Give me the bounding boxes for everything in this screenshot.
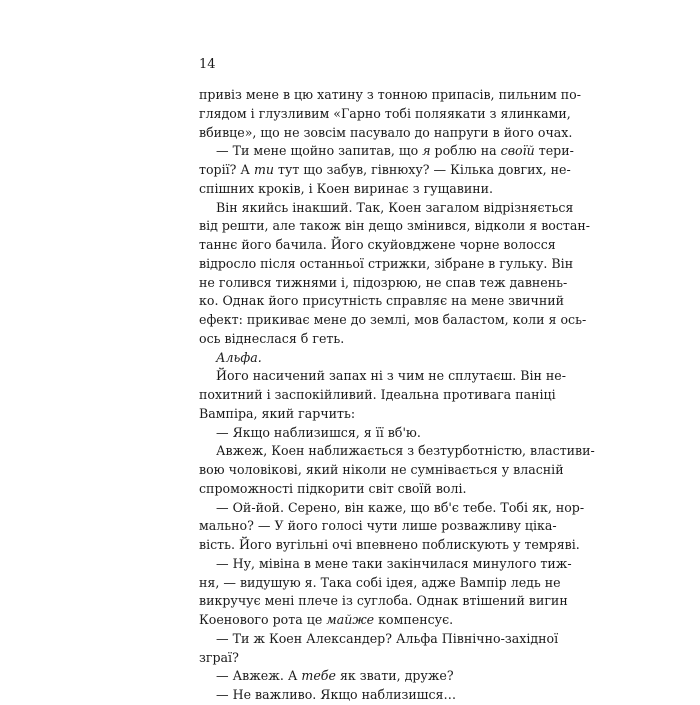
text-run: Авжеж, Коен наближається з безтурботністю, властиви-	[216, 443, 595, 459]
text-line	[199, 161, 571, 180]
text-run: вою чоловікові, який ніколи не сумнівається у власній	[199, 462, 564, 477]
text-run: ефект: прикиває мене до землі, мов баластом, коли я ось-	[199, 312, 587, 327]
text-run: тут що забув, гівнюху? — Кілька довгих, не-	[274, 162, 571, 177]
page-number: 14	[199, 57, 216, 72]
text-run: таннє його бачила. Його скуйовджене чорне волосся	[199, 237, 556, 252]
text-line	[199, 367, 566, 386]
text-line	[199, 667, 531, 686]
text-run: роблю на	[430, 143, 501, 159]
text-run: відросло після останньої стрижки, зібране в гульку. Він	[199, 255, 574, 271]
text-line	[199, 86, 582, 105]
text-run: не голився тижнями і, підозрюю, не спав теж давнень-	[199, 274, 568, 290]
text-run: привіз мене в цю хатину з тонною припасів, пильним по-	[199, 87, 582, 102]
text-line	[199, 555, 572, 574]
italic-text: ти	[253, 162, 275, 177]
text-run: глядом і глузливим «Гарно тобі поляякати з ялинками,	[199, 105, 571, 121]
italic-text: я	[422, 143, 431, 159]
text-run: мально? — У його голосі чути лише розважливу ціка-	[199, 518, 557, 534]
text-run: Він якийсь інакший. Так, Коен загалом відрізняється	[216, 199, 574, 215]
text-line	[199, 217, 591, 236]
text-line	[199, 292, 565, 311]
text-line	[199, 574, 561, 593]
text-run: Вампіра, який гарчить:	[199, 405, 356, 421]
text-line	[199, 124, 573, 143]
text-run: вість. Його вугільні очі впевнено поблискують у темряві.	[199, 537, 580, 552]
text-run: зграї?	[199, 649, 239, 665]
text-line	[199, 274, 568, 293]
text-run: — Ой-йой. Серено, він каже, що вб'є тебе. Тобі як, нор-	[216, 499, 585, 515]
text-run: спроможності підкорити світ своїй волі.	[199, 480, 467, 496]
text-run: ко. Однак його присутність справляє на мене звичний	[199, 293, 565, 309]
text-line	[199, 330, 531, 349]
italic-text: тебе	[301, 668, 336, 684]
text-line	[199, 142, 574, 161]
text-line	[199, 386, 556, 405]
text-line	[199, 649, 531, 668]
text-run: — Якщо наблизишся, я її вб'ю.	[216, 424, 421, 440]
text-line	[199, 611, 531, 630]
text-run: від решти, але також він дещо змінився, відколи я востан-	[199, 218, 591, 234]
body-text	[199, 86, 595, 705]
italic-text: майже	[326, 612, 375, 627]
text-run: похитний і заспокійливий. Ідеальна противага паніці	[199, 387, 556, 402]
text-line	[199, 517, 557, 536]
text-run: спішних кроків, і Коен виринає з гущавини.	[199, 180, 494, 196]
text-line	[199, 180, 531, 199]
text-line	[199, 349, 531, 368]
italic-text: Альфа.	[216, 349, 262, 365]
text-run: тери-	[534, 143, 574, 159]
text-run: вбивце», що не зовсім пасувало до напруги в його очах.	[199, 124, 573, 140]
text-run: — Ти ж Коен Александер? Альфа Північно-західної	[216, 630, 559, 646]
text-line	[199, 536, 580, 555]
text-run: торії? А	[199, 162, 254, 177]
text-line	[199, 311, 587, 330]
text-line	[199, 630, 559, 649]
text-run: — Авжеж. А	[216, 668, 302, 684]
text-line	[199, 255, 574, 274]
text-line	[199, 480, 531, 499]
text-run: Його насичений запах ні з чим не сплутаєш. Він не-	[216, 368, 566, 384]
text-run: — Ну, мівіна в мене таки закінчилася минулого тиж-	[216, 555, 572, 571]
text-run: ось віднеслася б геть.	[199, 330, 345, 346]
text-run: ня, — видушую я. Така собі ідея, адже Вампір ледь не	[199, 574, 561, 590]
text-run: компенсує.	[374, 612, 454, 627]
text-line	[199, 461, 564, 480]
text-line	[199, 499, 585, 518]
italic-text: своїй	[500, 143, 535, 159]
text-line	[199, 199, 574, 218]
text-line	[199, 686, 531, 705]
text-line	[199, 442, 595, 461]
text-line	[199, 405, 531, 424]
text-run: — Не важливо. Якщо наблизишся…	[216, 687, 457, 702]
text-run: Коенового рота це	[199, 612, 327, 627]
text-line	[199, 424, 531, 443]
text-run: як звати, друже?	[335, 668, 454, 684]
text-run: — Ти мене щойно запитав, що	[216, 143, 423, 159]
text-run: викручує мені плече із суглоба. Однак втішений вигин	[199, 593, 568, 609]
text-line	[199, 236, 556, 255]
text-line	[199, 105, 571, 124]
text-line	[199, 592, 568, 611]
